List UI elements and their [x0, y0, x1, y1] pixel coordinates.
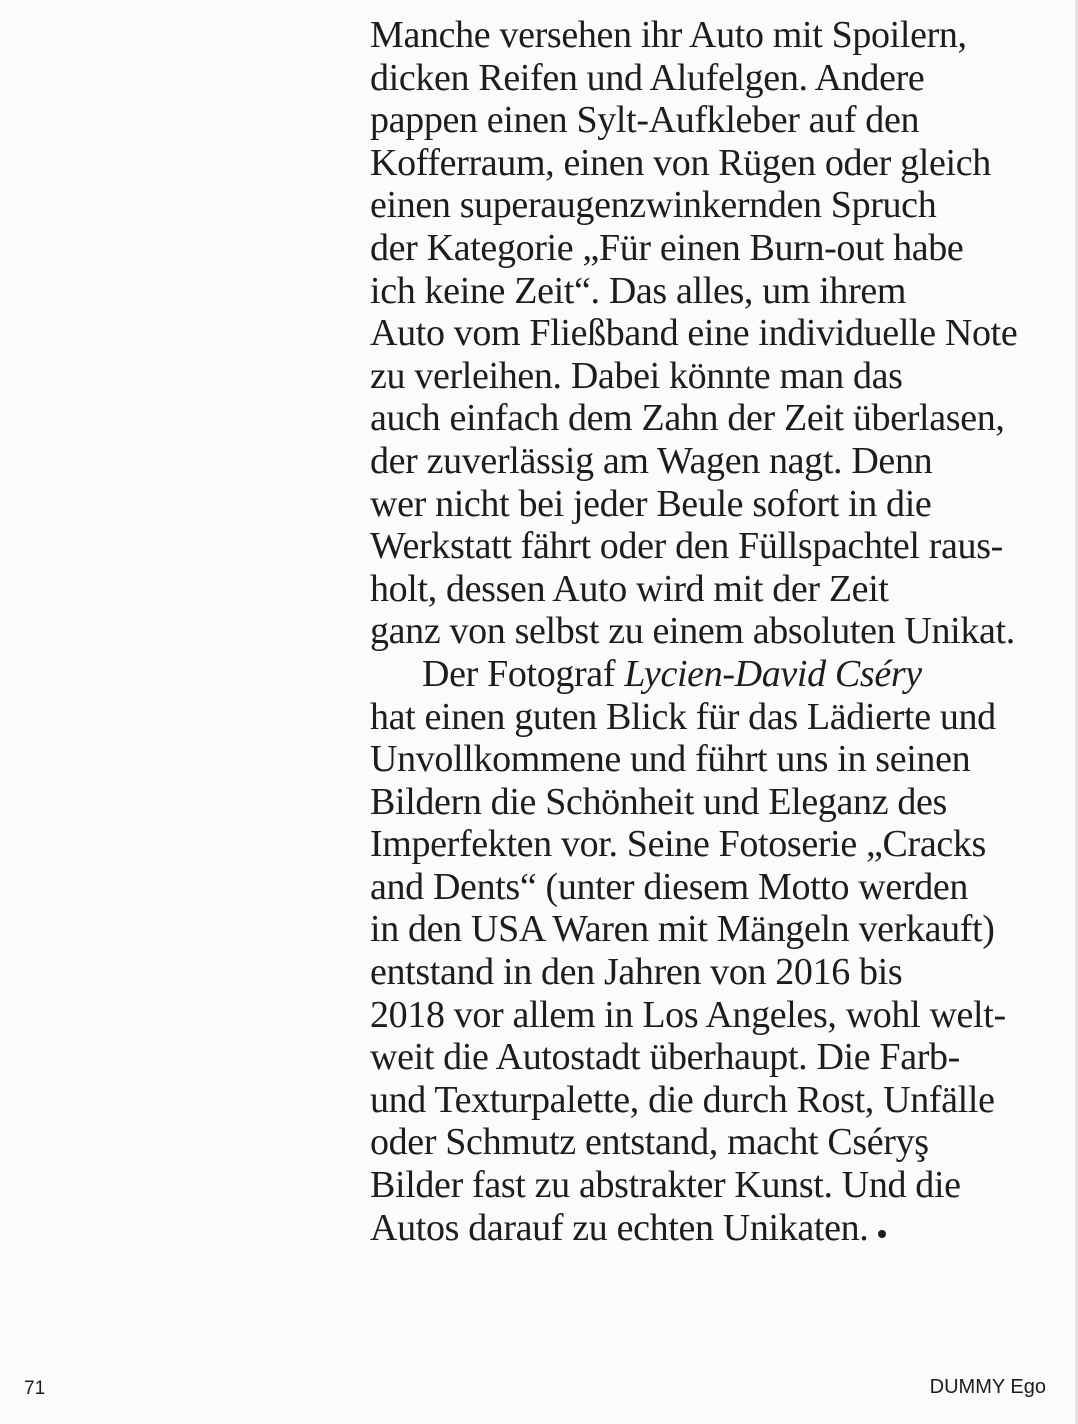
text-line: ganz von selbst zu einem absoluten Unikat. — [370, 610, 1015, 653]
last-line-text: Autos darauf zu echten Unikaten. — [370, 1206, 869, 1249]
end-of-article-mark — [878, 1230, 886, 1238]
text-line: Kofferraum, einen von Rügen oder gleich — [370, 141, 991, 184]
text-line: ich keine Zeit“. Das alles, um ihrem — [370, 269, 907, 312]
text-line: weit die Autostadt überhaupt. Die Farb- — [370, 1036, 960, 1079]
text-line: pappen einen Sylt-Aufkleber auf den — [370, 99, 920, 142]
text-line: Werkstatt fährt oder den Füllspachtel raus- — [370, 525, 1003, 568]
text-line: entstand in den Jahren von 2016 bis — [370, 951, 903, 994]
text-line: Bildern die Schönheit und Eleganz des — [370, 780, 947, 823]
text-line: zu verleihen. Dabei könnte man das — [370, 354, 903, 397]
text-line: wer nicht bei jeder Beule sofort in die — [370, 482, 932, 525]
paragraph-2 — [370, 653, 1060, 1249]
page-number: 71 — [24, 1378, 46, 1399]
text-line: und Texturpalette, die durch Rost, Unfälle — [370, 1078, 995, 1121]
text-line: Manche versehen ihr Auto mit Spoilern, — [370, 14, 967, 56]
text-line: in den USA Waren mit Mängeln verkauft) — [370, 908, 995, 951]
paragraph-2-lead: Der Fotograf — [422, 652, 625, 695]
text-line: Unvollkommene und führt uns in seinen — [370, 738, 971, 781]
photographer-name: Lycien-David Cséry — [624, 652, 922, 695]
magazine-name: DUMMY Ego — [929, 1376, 1046, 1398]
text-line: oder Schmutz entstand, macht Cséryş — [370, 1121, 929, 1164]
paragraph-1 — [370, 14, 1060, 653]
text-line: hat einen guten Blick für das Lädierte und — [370, 695, 996, 738]
text-line: and Dents“ (unter diesem Motto werden — [370, 865, 969, 908]
article-text — [370, 14, 1060, 1249]
text-line: auch einfach dem Zahn der Zeit überlasen, — [370, 397, 1005, 440]
text-line: dicken Reifen und Alufelgen. Andere — [370, 56, 925, 99]
text-line: einen superaugenzwinkernden Spruch — [370, 184, 937, 227]
text-line: 2018 vor allem in Los Angeles, wohl welt- — [370, 993, 1006, 1036]
text-line: Imperfekten vor. Seine Fotoserie „Cracks — [370, 823, 986, 866]
text-line: holt, dessen Auto wird mit der Zeit — [370, 567, 889, 610]
text-line: der zuverlässig am Wagen nagt. Denn — [370, 439, 933, 482]
text-line: der Kategorie „Für einen Burn-out habe — [370, 226, 964, 269]
paragraph-2-first-line — [370, 653, 1060, 696]
last-text-line — [370, 1207, 1060, 1250]
text-line: Bilder fast zu abstrakter Kunst. Und die — [370, 1164, 961, 1207]
text-line: Auto vom Fließband eine individuelle Note — [370, 312, 1018, 355]
